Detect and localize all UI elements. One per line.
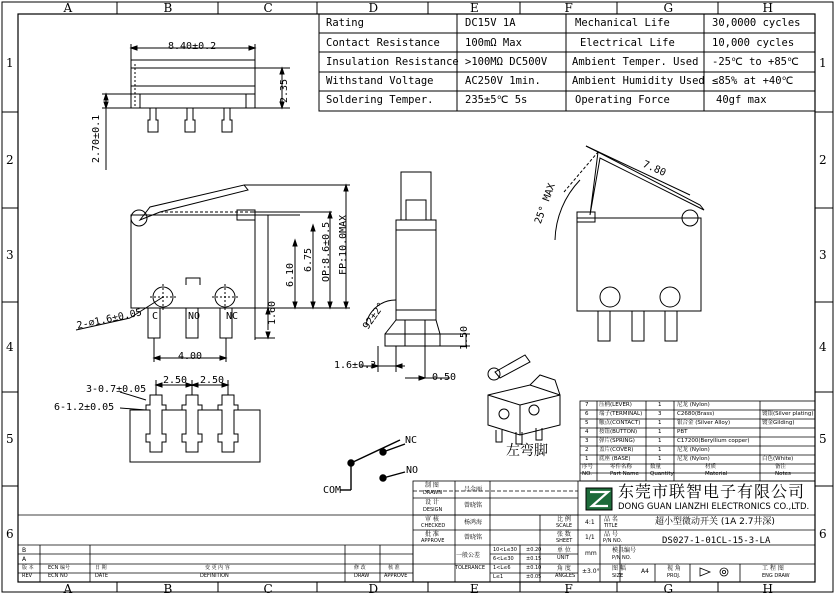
pn-label: 品 号	[604, 531, 618, 538]
spec-value: AC250V 1min.	[465, 75, 541, 87]
bom-cell-no: 4	[585, 429, 589, 435]
bom-header-qty-en: Quantity	[650, 471, 674, 477]
column-label: D	[368, 582, 379, 596]
bom-header-mat-en: Material	[705, 471, 728, 477]
unit-label: 单 位	[557, 547, 571, 554]
bom-cell-mat: 尼龙 (Nylon)	[677, 402, 710, 408]
dim-pin-spacing: 4.00	[178, 351, 203, 362]
company-cn: 东莞市联智电子有限公司	[618, 482, 806, 501]
angle-en: ANGLES	[555, 573, 576, 579]
check-label: 审 核	[425, 516, 439, 523]
spec-value: 235±5℃ 5s	[465, 94, 528, 106]
bom-header-note: 备注	[775, 464, 787, 470]
tolerance-en: TOLERANCE	[455, 565, 486, 571]
spec-label: Electrical Life	[580, 37, 675, 49]
row-label: 1	[6, 56, 14, 70]
label-nc-schematic: NC	[405, 435, 418, 446]
label-com: COM	[323, 485, 342, 496]
sheet-en: SHEET	[556, 538, 573, 544]
bom-cell-qty: 1	[658, 438, 662, 444]
drawn-label: 制 图	[425, 482, 439, 489]
spec-value: 100mΩ Max	[465, 37, 522, 49]
row-label: 2	[6, 153, 14, 167]
bom-header-name: 零件名称	[610, 464, 633, 470]
dim-fp: FP:10.0MAX	[338, 214, 349, 275]
rev-b: B	[22, 547, 27, 554]
bom-cell-name: 压柄(LEVER)	[599, 402, 632, 408]
bom-cell-name: 触点(CONTACT)	[599, 420, 641, 426]
column-label: G	[663, 582, 674, 596]
rev-ecn: ECN 编号	[48, 565, 70, 571]
rev-approve: 核 准	[388, 565, 400, 571]
row-label: 2	[819, 153, 827, 167]
dim-16: 1.6±0.3	[334, 360, 377, 371]
row-label: 6	[6, 527, 14, 541]
dim-pin-w: 3-0.7±0.05	[86, 384, 147, 395]
row-label: 6	[819, 527, 827, 541]
dim-top-height: 2.35	[279, 78, 290, 103]
label-no: NO	[188, 311, 201, 322]
sheet-value: 1/1	[585, 534, 595, 541]
eng-en: ENG DRAW	[762, 573, 790, 579]
unit-en: UNIT	[557, 555, 569, 561]
rev-date-en: DATE	[95, 573, 109, 579]
column-label: F	[564, 582, 573, 596]
tol-value: ±0.20	[526, 547, 542, 553]
bom-cell-name: 端子(TERMINAL)	[599, 411, 643, 417]
bom-cell-qty: 3	[658, 411, 662, 417]
spec-label: Rating	[326, 17, 364, 29]
dim-675: 6.75	[303, 247, 314, 272]
bom-cell-name: 盖片(COVER)	[599, 447, 634, 453]
spec-label: Ambient Temper. Used	[572, 56, 699, 68]
bom-cell-no: 3	[585, 438, 589, 444]
approve-en: APPROVE	[421, 538, 445, 544]
bom-header-no-en: NO.	[582, 471, 592, 477]
label-c: C	[152, 311, 159, 322]
dim-pin-h: 6-1.2±0.05	[54, 402, 115, 413]
tol-range: 10<L≤30	[493, 547, 517, 553]
spec-label: Contact Resistance	[326, 37, 440, 49]
spec-label: Operating Force	[575, 94, 670, 106]
tol-range: 1<L≤6	[493, 565, 511, 571]
column-label: B	[163, 582, 173, 596]
column-label: A	[63, 1, 73, 15]
bom-cell-qty: 1	[658, 447, 662, 453]
dim-lever-angle: 25° MAX	[533, 182, 558, 226]
scale-en: SCALE	[556, 523, 573, 529]
column-label: B	[163, 1, 173, 15]
dim-150: 1.50	[459, 325, 470, 350]
spec-value: 10,000 cycles	[712, 37, 795, 49]
dim-160: 1.60	[267, 300, 278, 325]
title-label: 品 名	[604, 516, 618, 523]
dim-op: OP:8.6±0.5	[321, 221, 332, 282]
design-label: 设 计	[425, 499, 439, 506]
check-en: CHECKED	[421, 523, 446, 529]
rev-approve-en: APPROVE	[384, 573, 408, 579]
rev-desc-en: DEFINITION	[200, 573, 229, 579]
bom-cell-name: 底座 (BASE)	[599, 456, 631, 462]
bom-header-name-en: Part Name	[610, 471, 639, 477]
check-by: 杨鸿海	[464, 519, 483, 526]
part-number: DS027-1-01CL-15-3-LA	[662, 536, 771, 546]
column-label: H	[762, 582, 773, 596]
title-en: TITLE	[604, 523, 618, 529]
spec-label: Withstand Voltage	[326, 75, 434, 87]
rev-desc: 变 更 内 容	[205, 565, 230, 571]
row-label: 5	[6, 432, 14, 446]
tol-value: ±0.10	[526, 565, 542, 571]
tol-value: ±0.05	[526, 574, 542, 580]
bom-cell-no: 2	[585, 447, 589, 453]
bom-cell-mat: 尼龙 (Nylon)	[677, 456, 710, 462]
column-label: G	[663, 1, 674, 15]
column-label: C	[263, 1, 273, 15]
spec-value: ≤85% at +40℃	[712, 75, 794, 87]
rev-ver: 版 本	[22, 565, 34, 571]
row-label: 4	[819, 340, 827, 354]
row-label: 3	[6, 248, 14, 262]
row-label: 4	[6, 340, 14, 354]
tol-value: ±0.15	[526, 556, 542, 562]
design-en: DESIGN	[423, 507, 443, 513]
sheet-label: 张 数	[557, 531, 571, 538]
size-en: SIZE	[612, 573, 624, 579]
scale-value: 4:1	[585, 519, 595, 526]
bom-header-no: 序号	[582, 464, 594, 470]
column-label: E	[470, 582, 479, 596]
rev-ver-en: REV	[22, 573, 33, 579]
column-label: C	[263, 582, 273, 596]
tol-range: L≤1	[493, 574, 504, 580]
eng-label: 工 程 图	[762, 565, 784, 572]
model-label: 模具编号	[612, 547, 637, 554]
pn-en: P/N NO.	[603, 538, 623, 544]
bom-cell-qty: 1	[658, 420, 662, 426]
label-no-schematic: NO	[406, 465, 419, 476]
approve-label: 批 准	[425, 531, 439, 538]
dim-top-width: 8.40±0.2	[168, 41, 217, 52]
product-name: 超小型微动开关 (1A 2.7井深)	[655, 517, 775, 527]
bom-header-qty: 数量	[650, 464, 662, 470]
company-en: DONG GUAN LIANZHI ELECTRONICS CO.,LTD.	[618, 502, 810, 512]
column-label: E	[470, 1, 479, 15]
bom-cell-note: 白色(White)	[762, 456, 794, 462]
bom-cell-no: 7	[585, 402, 589, 408]
dim-angle: 92±2°	[361, 300, 388, 332]
bom-cell-mat: 银合金 (Silver Alloy)	[677, 420, 731, 426]
column-label: F	[564, 1, 573, 15]
bom-cell-name: 弹片(SPRING)	[599, 438, 635, 444]
dim-610: 6.10	[285, 262, 296, 287]
bom-cell-no: 6	[585, 411, 589, 417]
dim-pin-pitch-2: 2.50	[200, 375, 225, 386]
spec-value: 40gf max	[716, 94, 767, 106]
proj-label: 视 角	[667, 565, 681, 572]
spec-value: 30,0000 cycles	[712, 17, 801, 29]
bom-cell-qty: 1	[658, 429, 662, 435]
bom-cell-name: 按钮(BUTTON)	[599, 429, 638, 435]
dim-side-height: 2.70±0.1	[91, 114, 102, 163]
bom-cell-qty: 1	[658, 402, 662, 408]
dim-lever-len: 7.80	[640, 159, 668, 179]
model-en: P/N NO.	[612, 555, 632, 561]
bom-cell-no: 1	[585, 456, 589, 462]
proj-en: PROJ.	[667, 573, 681, 579]
bom-cell-mat: C17200(Beryllium copper)	[677, 438, 750, 444]
design-by: 曾晓铭	[464, 502, 483, 509]
drawn-by: 吕金丽	[464, 486, 483, 493]
bom-cell-mat: C2680(Brass)	[677, 411, 715, 417]
dim-hole: 2-∅1.6±0.05	[75, 307, 143, 332]
angle-value: ±3.0°	[582, 568, 600, 575]
spec-label: Mechanical Life	[575, 17, 670, 29]
unit-value: mm	[585, 550, 597, 557]
row-label: 5	[819, 432, 827, 446]
label-nc: NC	[226, 311, 239, 322]
bom-cell-no: 5	[585, 420, 589, 426]
row-label: 3	[819, 248, 827, 262]
bom-header-note-en: Notes	[775, 471, 791, 477]
spec-label: Insulation Resistance	[326, 56, 459, 68]
bom-header-mat: 材质	[705, 464, 717, 470]
approve-by: 曾晓铭	[464, 534, 483, 541]
column-label: A	[63, 582, 73, 596]
angle-label: 角 度	[557, 565, 571, 572]
spec-label: Soldering Temper.	[326, 94, 434, 106]
scale-label: 比 例	[557, 516, 571, 523]
dim-050: 0.50	[432, 372, 457, 383]
rev-ecn-en: ECN NO	[48, 573, 68, 579]
column-label: H	[762, 1, 773, 15]
rev-draw: 修 改	[354, 565, 366, 571]
spec-value: >100MΩ DC500V	[465, 56, 548, 68]
tolerance-label: 一般公差	[456, 552, 481, 559]
rev-date: 日 期	[95, 565, 107, 571]
dim-pin-pitch-1: 2.50	[163, 375, 188, 386]
column-label: D	[368, 1, 379, 15]
spec-value: -25℃ to +85℃	[712, 56, 799, 68]
rev-draw-en: DRAW	[354, 573, 370, 579]
drawn-en: DRAWN	[423, 490, 442, 496]
bom-cell-mat: PBT	[677, 429, 688, 435]
size-value: A4	[641, 568, 649, 575]
row-label: 1	[819, 56, 827, 70]
bom-cell-mat: 尼龙 (Nylon)	[677, 447, 710, 453]
bom-cell-note: 镀银(Silver plating)	[762, 411, 814, 417]
left-bend-label: 左弯脚	[506, 443, 548, 459]
spec-label: Ambient Humidity Used	[572, 75, 705, 87]
bom-cell-note: 镀金Gilding)	[762, 420, 795, 426]
rev-a: A	[22, 556, 27, 563]
bom-cell-qty: 1	[658, 456, 662, 462]
size-label: 图 幅	[612, 565, 626, 572]
spec-value: DC15V 1A	[465, 17, 516, 29]
tol-range: 6<L≤30	[493, 556, 514, 562]
